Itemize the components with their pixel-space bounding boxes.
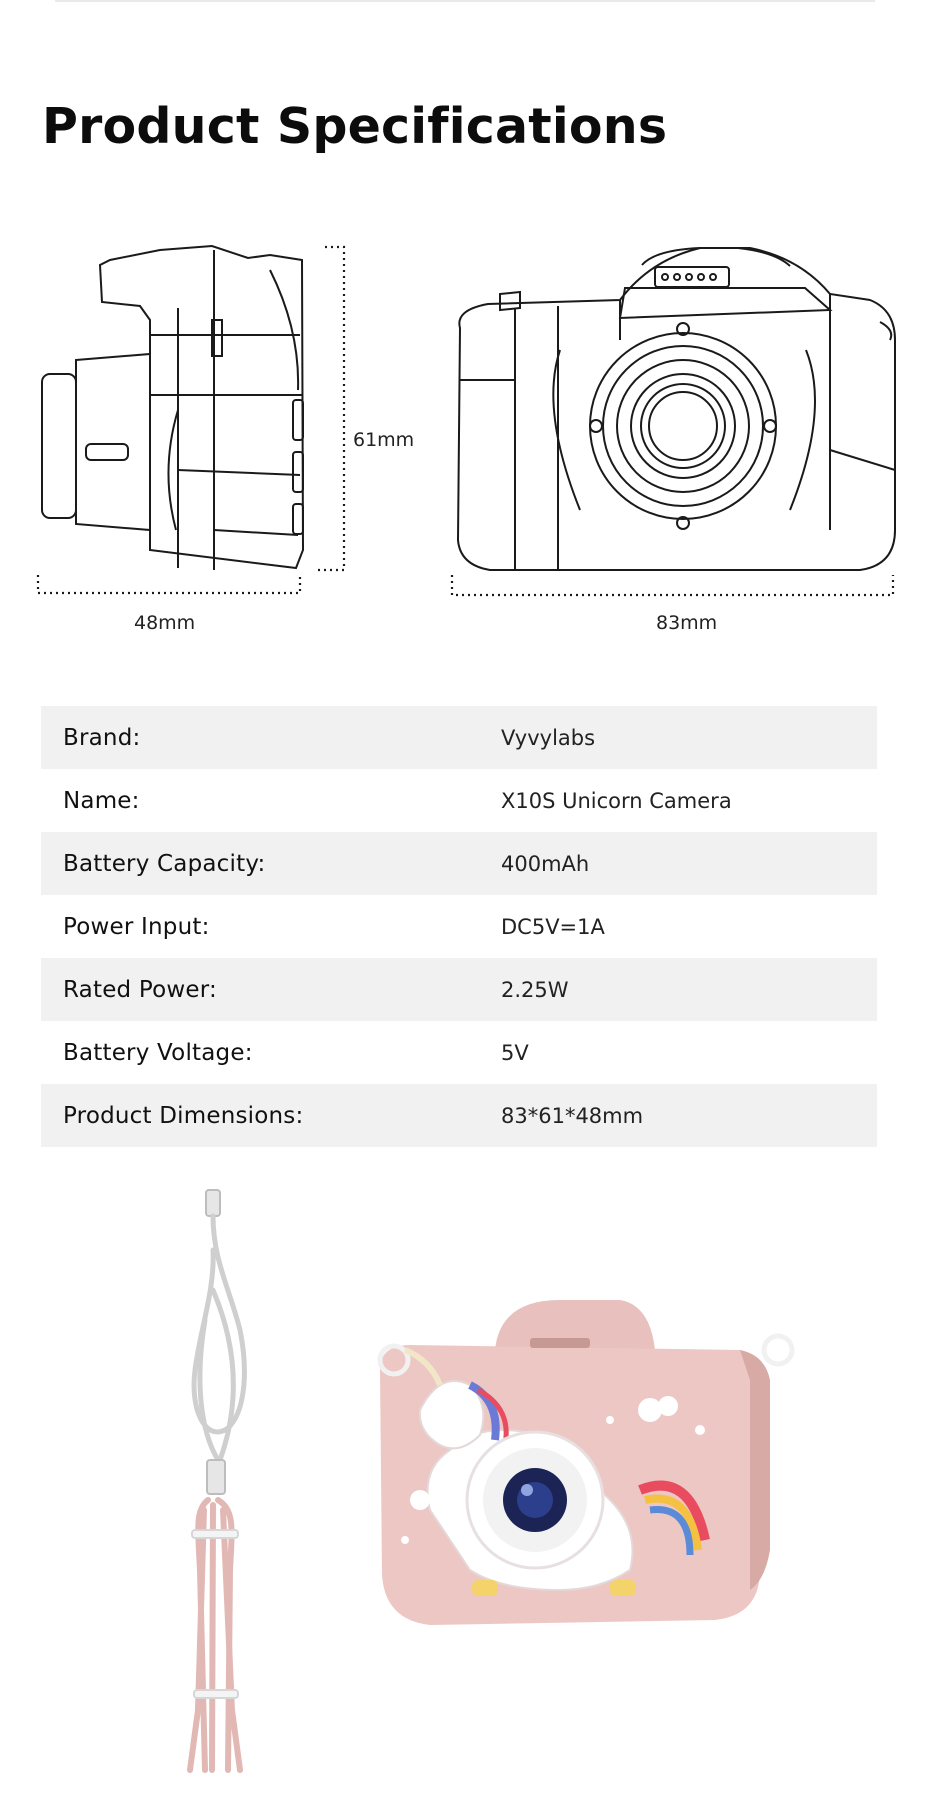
depth-dimension-label: 48mm bbox=[134, 612, 196, 634]
spec-row-rated-power bbox=[41, 958, 877, 1021]
camera-side-view-drawing bbox=[42, 246, 303, 570]
camera-dimension-diagram bbox=[0, 230, 930, 650]
width-dimension-label: 83mm bbox=[656, 612, 718, 634]
spec-label: Battery Capacity: bbox=[63, 850, 266, 877]
spec-row-battery-capacity bbox=[41, 832, 877, 895]
camera-front-view-drawing bbox=[458, 248, 895, 570]
spec-value: 2.25W bbox=[501, 977, 569, 1002]
spec-table bbox=[41, 706, 877, 1147]
spec-row-battery-voltage bbox=[41, 1021, 877, 1084]
width-guide-line bbox=[452, 575, 893, 595]
spec-row-brand bbox=[41, 706, 877, 769]
height-dimension-label: 61mm bbox=[353, 429, 415, 451]
product-accessories-illustration bbox=[0, 1170, 930, 1790]
spec-value: 83*61*48mm bbox=[501, 1103, 644, 1128]
spec-value: Vyvylabs bbox=[501, 725, 596, 750]
spec-label: Product Dimensions: bbox=[63, 1102, 304, 1129]
spec-label: Battery Voltage: bbox=[63, 1039, 253, 1066]
spec-value: 5V bbox=[501, 1040, 529, 1065]
spec-label: Name: bbox=[63, 787, 140, 814]
spec-label: Power Input: bbox=[63, 913, 210, 940]
usb-cable-image bbox=[194, 1190, 244, 1494]
spec-label: Brand: bbox=[63, 724, 141, 751]
spec-value: DC5V=1A bbox=[501, 914, 605, 939]
spec-row-name bbox=[41, 769, 877, 832]
lanyard-strap-image bbox=[190, 1500, 240, 1770]
spec-value: X10S Unicorn Camera bbox=[501, 788, 732, 813]
depth-guide-line bbox=[38, 575, 300, 593]
pink-unicorn-camera-image bbox=[380, 1300, 792, 1625]
spec-row-power-input bbox=[41, 895, 877, 958]
top-divider bbox=[55, 0, 875, 2]
spec-row-product-dimensions bbox=[41, 1084, 877, 1147]
height-guide-line bbox=[318, 247, 344, 570]
spec-label: Rated Power: bbox=[63, 976, 217, 1003]
page-title: Product Specifications bbox=[42, 98, 668, 155]
spec-value: 400mAh bbox=[501, 851, 590, 876]
